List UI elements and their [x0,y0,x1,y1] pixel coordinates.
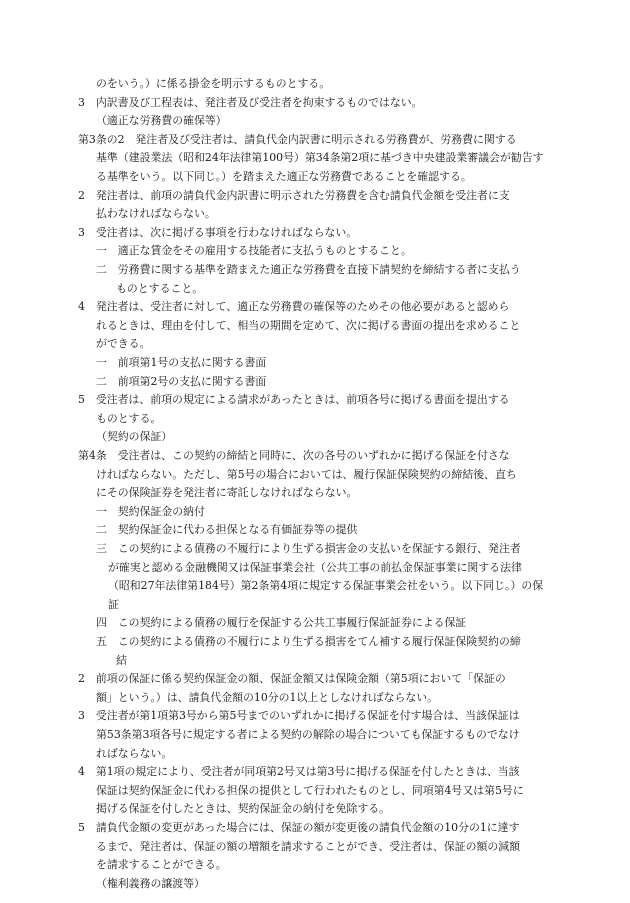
text-line: ければならない。ただし、第5号の場合においては、履行保証保険契約の締結後、直ち [96,467,517,481]
text-line: 3 受注者は、次に掲げる事項を行わなければならない。 [78,225,358,239]
text-line: 3 受注者が第1項第3号から第5号までのいずれかに掲げる保証を付す場合は、当該保証は [78,709,520,723]
text-line: ものとする。 [96,411,162,425]
text-line: 結 [116,653,127,667]
text-line: 保証は契約保証金に代わる担保の提供として行われたものとし、同項第4号又は第5号に [96,783,524,797]
text-line: ができる。 [96,337,151,351]
text-line: 第53条第3項各号に規定する者による契約の解除の場合についても保証するものでなけ [96,728,520,741]
text-line: 証 [108,597,119,611]
text-line: にその保険証券を発注者に寄託しなければならない。 [96,486,358,500]
text-line: 一 適正な賃金をその雇用する技能者に支払うものとすること。 [96,244,412,258]
text-line: （適正な労務費の確保等） [96,114,227,128]
text-line: 五 この契約による債務の不履行により生ずる損害をてん補する履行保証保険契約の締 [96,635,521,648]
text-line: 第4条 受注者は、この契約の締結と同時に、次の各号のいずれかに掲げる保証を付さな [78,449,510,462]
text-line: 5 請負代金額の変更があった場合には、保証の額が変更後の請負代金額の10分の1に達す [78,821,520,834]
text-line: を請求することができる。 [96,858,227,872]
text-line: 2 発注者は、前項の請負代金内訳書に明示された労務費を含む請負代金額を受注者に支 [78,188,510,202]
text-line: 4 発注者は、受注者に対して、適正な労務費の確保等のためその他必要があると認めら [78,300,510,314]
text-line: のをいう。）に係る掛金を明示するものとする。 [96,77,331,90]
text-line: 一 前項第1号の支払に関する書面 [96,356,267,369]
text-line: （昭和27年法律第184号）第2条第4項に規定する保証事業会社をいう。以下同じ。）の保 [108,579,544,593]
text-line: る基準をいう。以下同じ。）を踏まえた適正な労務費であることを確認する。 [96,170,472,183]
text-line: （権利義務の譲渡等） [96,876,205,890]
text-line: 額」という。）は、請負代金額の10分の1以上としなければならない。 [96,690,439,704]
text-line: （契約の保証） [96,430,173,444]
text-line: 5 受注者は、前項の規定による請求があったときは、前項各号に掲げる書面を提出する [78,393,510,407]
text-line: 掲げる保証を付したときは、契約保証金の納付を免除する。 [96,802,391,816]
text-line: 二 労務費に関する基準を踏まえた適正な労務費を直接下請契約を締結する者に支払う [96,263,521,276]
text-line: 二 前項第2号の支払に関する書面 [96,374,267,388]
text-line: れるときは、理由を付して、相当の期間を定めて、次に掲げる書面の提出を求めること [96,318,521,332]
text-line: 2 前項の保証に係る契約保証金の額、保証金額又は保険金額（第5項において「保証の [78,672,506,686]
text-line: 払わなければならない。 [96,207,216,221]
text-line: 4 第1項の規定により、受注者が同項第2号又は第3号に掲げる保証を付したときは、当該 [78,765,520,779]
text-line: ものとすること。 [116,281,204,295]
text-line: 一 契約保証金の納付 [96,504,205,518]
text-line: 四 この契約による債務の履行を保証する公共工事履行保証証券による保証 [96,616,467,630]
text-line: ればならない。 [96,746,173,760]
text-line: が確実と認める金融機関又は保証事業会社（公共工事の前払金保証事業に関する法律 [108,560,522,574]
text-line: 二 契約保証金に代わる担保となる有価証券等の提供 [96,523,358,537]
text-line: 3 内訳書及び工程表は、発注者及び受注者を拘束するものではない。 [78,95,423,109]
text-line: 基準（建設業法（昭和24年法律第100号）第34条第2項に基づき中央建設業審議会が勧告す [96,151,544,165]
text-line: 三 この契約による債務の不履行により生ずる損害金の支払いを保証する銀行、発注者 [96,542,521,555]
text-line: るまで、発注者は、保証の額の増額を請求することができ、受注者は、保証の額の減額 [96,839,521,853]
text-line: 第3条の2 発注者及び受注者は、請負代金内訳書に明示される労務費が、労務費に関する [78,132,517,146]
